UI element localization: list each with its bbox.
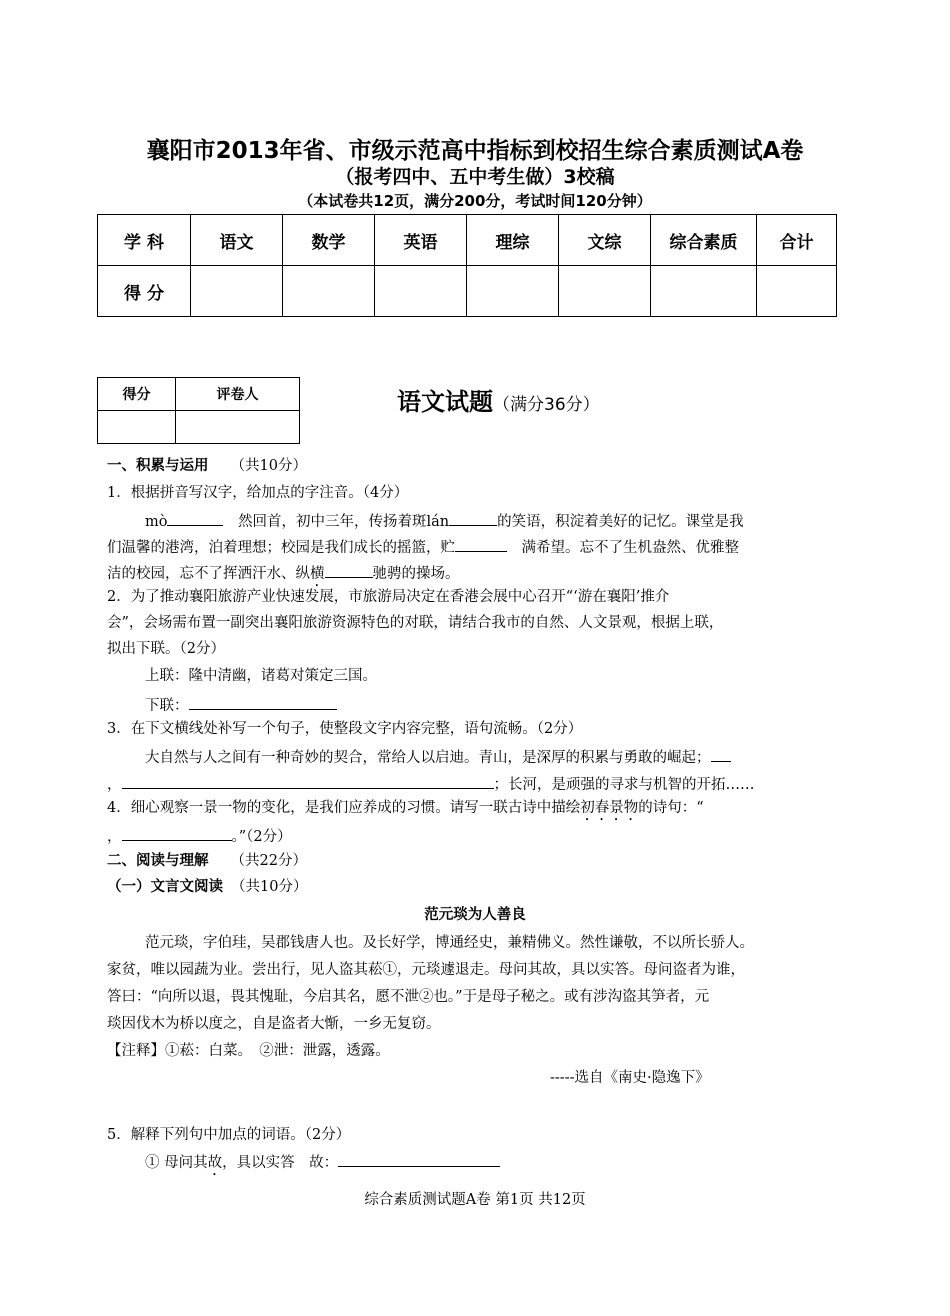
part1-heading-text: 一、积累与运用 bbox=[107, 458, 209, 474]
q4-text: 4．细心观察一景一物的变化，是我们应养成的习惯。请写一联古诗中描绘 bbox=[107, 800, 581, 816]
q1-text: 驰骋的操场。 bbox=[372, 566, 460, 582]
pinyin-lan: lán bbox=[426, 514, 450, 530]
q4-text: ， bbox=[107, 829, 122, 845]
score-header-math: 数学 bbox=[283, 215, 375, 266]
q3-text: 大自然与人之间有一种奇妙的契合，常给人以启迪。青山，是深厚的积累与勇敢的崛起； bbox=[145, 750, 711, 766]
score-header-total: 合计 bbox=[757, 215, 837, 266]
q5-stem: 5．解释下列句中加点的词语。（2分） bbox=[107, 1127, 351, 1143]
part1-points: （共10分） bbox=[230, 458, 307, 474]
q1-text: 然回首，初中三年，传扬着斑 bbox=[237, 514, 427, 530]
score-cell bbox=[375, 266, 467, 317]
score-cell bbox=[559, 266, 651, 317]
q3-line-3 bbox=[107, 772, 755, 795]
exam-main-title: 襄阳市2013年省、市级示范高中指标到校招生综合素质测试A卷 bbox=[146, 138, 804, 164]
q1-text: 的笑语，积淀着美好的记忆。课堂是我 bbox=[497, 514, 744, 530]
q4-line-2 bbox=[107, 824, 292, 847]
part2-points: （共22分） bbox=[230, 853, 307, 869]
q3-line-2 bbox=[145, 745, 731, 768]
answer-blank[interactable] bbox=[455, 535, 507, 552]
score-cell bbox=[283, 266, 375, 317]
score-cell bbox=[757, 266, 837, 317]
section-title bbox=[397, 382, 600, 417]
answer-blank[interactable] bbox=[167, 509, 223, 526]
q2-upper-couplet: 上联：隆中清幽，诸葛对策定三国。 bbox=[145, 668, 377, 684]
score-header-chinese: 语文 bbox=[191, 215, 283, 266]
q5-text: ，具以实答 故： bbox=[222, 1155, 339, 1171]
q1-text: 洁的校园，忘不了挥洒汗水、纵 bbox=[107, 566, 310, 582]
passage-source: -----选自《南史·隐逸下》 bbox=[550, 1070, 710, 1086]
answer-blank[interactable] bbox=[449, 509, 497, 526]
q2-line-1: 2．为了推动襄阳旅游产业快速发展，市旅游局决定在香港会展中心召开“‘游在襄阳’推介 bbox=[107, 589, 670, 605]
part1-heading bbox=[107, 456, 307, 476]
grader-score-cell bbox=[98, 411, 176, 444]
passage-line-3: 答曰：“向所以退，畏其愧耻，今启其名，愿不泄②也。”于是母子秘之。或有涉沟盗其笋者，元 bbox=[107, 989, 710, 1005]
answer-blank[interactable] bbox=[122, 772, 494, 789]
q3-text: ；长河，是顽强的寻求与机智的开拓…… bbox=[493, 777, 755, 793]
score-header-english: 英语 bbox=[375, 215, 467, 266]
score-table-score-row bbox=[98, 266, 837, 317]
section-points: （满分36分） bbox=[493, 395, 600, 415]
part2-heading bbox=[107, 851, 307, 871]
annotation: 【注释】①菘：白菜。 ②泄：泄露，透露。 bbox=[107, 1043, 390, 1059]
passage-line-4: 琰因伐木为桥以度之，自是盗者大惭，一乡无复窃。 bbox=[107, 1016, 441, 1032]
q4-line-1 bbox=[107, 798, 704, 824]
answer-blank[interactable] bbox=[711, 745, 731, 762]
answer-blank[interactable] bbox=[122, 824, 232, 841]
sub-heading-points: （共10分） bbox=[231, 879, 308, 895]
q5-item-1 bbox=[145, 1150, 500, 1179]
q1-text: 满希望。忘不了生机盎然、优雅整 bbox=[521, 540, 739, 556]
q1-text: 们温馨的港湾，泊着理想；校园是我们成长的摇篮，贮 bbox=[107, 540, 455, 556]
exam-sub-title: （报考四中、五中考生做）3校稿 bbox=[335, 166, 615, 188]
q2-lower-label: 下联： bbox=[145, 698, 189, 714]
score-table-header-row bbox=[98, 215, 837, 266]
score-header-science: 理综 bbox=[467, 215, 559, 266]
q5-text: ① 母问其 bbox=[145, 1155, 208, 1171]
q1-line-3 bbox=[107, 561, 460, 590]
passage-line-1: 范元琰，字伯珪，吴郡钱唐人也。及长好学，博通经史，兼精佛义。然性谦敬，不以所长骄人。 bbox=[145, 935, 754, 951]
dotted-char: 横 bbox=[310, 566, 325, 582]
q2-line-3: 拟出下联。（2分） bbox=[107, 641, 225, 657]
q2-lower-couplet bbox=[145, 693, 337, 716]
score-header-quality: 综合素质 bbox=[651, 215, 757, 266]
dotted-phrase: 初春景物 bbox=[580, 800, 639, 816]
grader-score-label: 得分 bbox=[98, 378, 176, 411]
sub-heading-text: （一）文言文阅读 bbox=[107, 879, 223, 895]
grader-name-cell bbox=[176, 411, 300, 444]
score-cell bbox=[467, 266, 559, 317]
page-footer: 综合素质测试题A卷 第1页 共12页 bbox=[364, 1192, 586, 1208]
score-row-label: 得 分 bbox=[98, 266, 191, 317]
q3-text: ， bbox=[107, 777, 122, 793]
answer-blank[interactable] bbox=[189, 693, 337, 710]
grader-table bbox=[97, 377, 300, 444]
score-table bbox=[97, 214, 837, 317]
score-cell bbox=[191, 266, 283, 317]
passage-line-2: 家贫，唯以园蔬为业。尝出行，见人盗其菘①，元琰遽退走。母问其故，具以实答。母问盗者为谁， bbox=[107, 962, 745, 978]
answer-blank[interactable] bbox=[325, 561, 373, 578]
q1-stem: 1．根据拼音写汉字，给加点的字注音。（4分） bbox=[107, 485, 409, 501]
grader-name-label: 评卷人 bbox=[176, 378, 300, 411]
score-cell bbox=[651, 266, 757, 317]
q4-text: 的诗句：“ bbox=[638, 800, 704, 816]
q1-line-1 bbox=[145, 509, 744, 532]
passage-title: 范元琰为人善良 bbox=[424, 907, 526, 923]
q1-line-2 bbox=[107, 535, 739, 558]
answer-blank[interactable] bbox=[338, 1150, 500, 1167]
q2-line-2: 会”，会场需布置一副突出襄阳旅游资源特色的对联，请结合我市的自然、人文景观，根据上联， bbox=[107, 615, 724, 631]
score-header-subject: 学 科 bbox=[98, 215, 191, 266]
pinyin-mo: mò bbox=[145, 514, 168, 530]
exam-note: （本试卷共12页，满分200分，考试时间120分钟） bbox=[298, 192, 652, 210]
section-title-text: 语文试题 bbox=[397, 388, 493, 416]
part2-sub-heading bbox=[107, 877, 307, 897]
q4-text: 。”（2分） bbox=[231, 829, 292, 845]
q3-line-1: 3．在下文横线处补写一个句子，使整段文字内容完整，语句流畅。（2分） bbox=[107, 721, 583, 737]
part2-heading-text: 二、阅读与理解 bbox=[107, 853, 209, 869]
score-header-liberal-arts: 文综 bbox=[559, 215, 651, 266]
dotted-char: 故 bbox=[207, 1155, 223, 1171]
